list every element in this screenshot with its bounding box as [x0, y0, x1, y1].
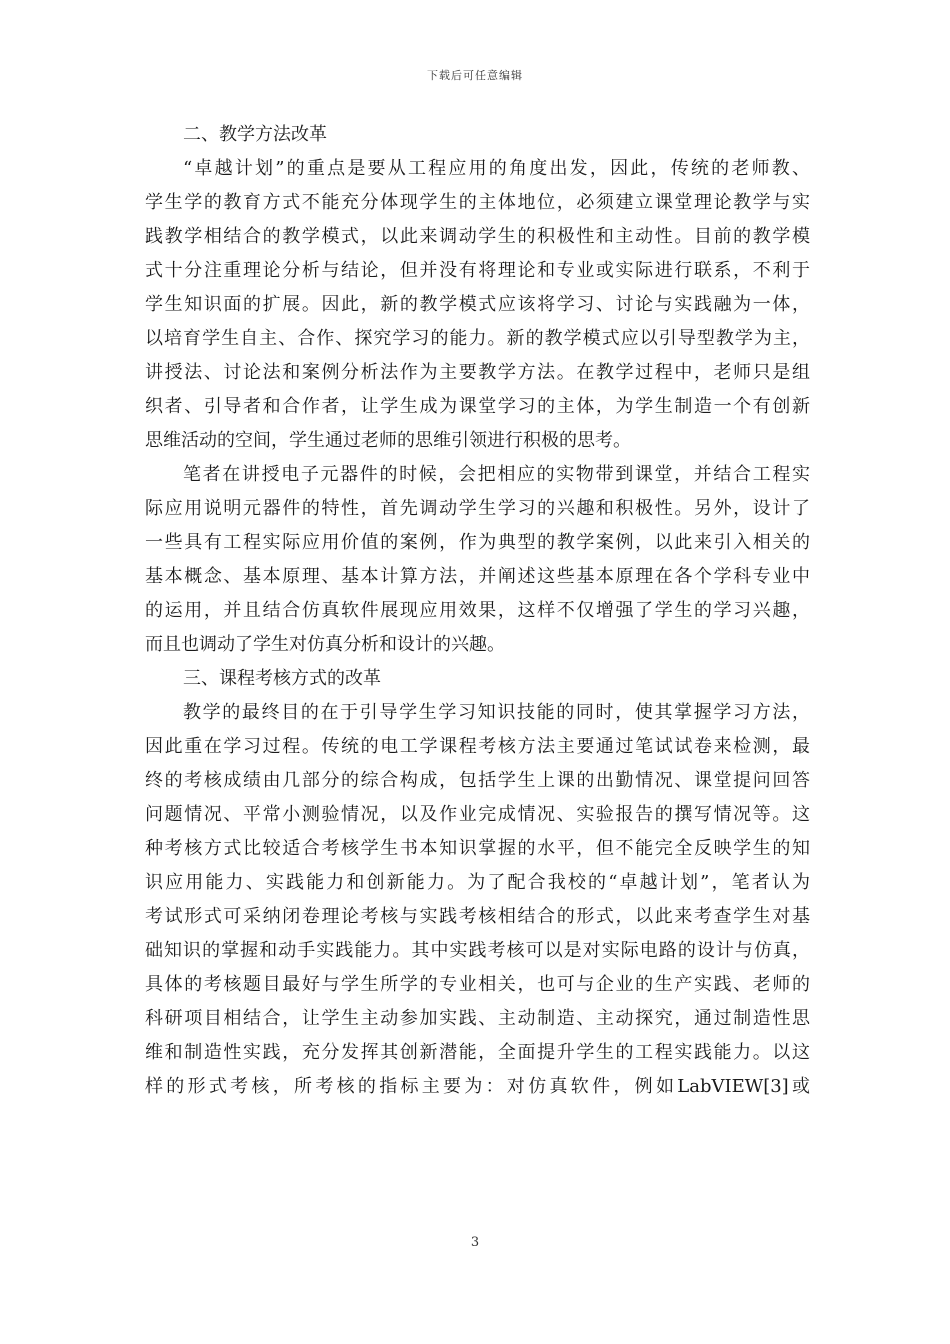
header-note: 下载后可任意编辑	[427, 69, 523, 82]
text-line: 考试形式可采纳闭卷理论考核与实践考核相结合的形式，以此来考查学生对基	[145, 906, 810, 927]
text-line: 讲授法、讨论法和案例分析法作为主要教学方法。在教学过程中，老师只是组	[145, 362, 810, 383]
text-line: 而且也调动了学生对仿真分析和设计的兴趣。	[145, 634, 505, 655]
page-number: 3	[470, 1235, 480, 1250]
text-line: 样的形式考核，所考核的指标主要为：对仿真软件，例如LabVIEW[3]或	[145, 1076, 810, 1097]
text-line: 具体的考核题目最好与学生所学的专业相关，也可与企业的生产实践、老师的	[145, 974, 810, 995]
text-line: 一些具有工程实际应用价值的案例，作为典型的教学案例，以此来引入相关的	[145, 532, 810, 553]
paragraph-assessment	[145, 696, 810, 1104]
document-body	[145, 118, 810, 1104]
paragraph-excellence-plan	[145, 152, 810, 458]
section-heading-teaching-method: 二、教学方法改革	[183, 124, 327, 145]
text-line: “卓越计划”的重点是要从工程应用的角度出发，因此，传统的老师教、	[183, 158, 810, 179]
section-heading-assessment-reform: 三、课程考核方式的改革	[183, 668, 381, 689]
text-line: 础知识的掌握和动手实践能力。其中实践考核可以是对实际电路的设计与仿真，	[145, 940, 810, 961]
paragraph-electronic-components	[145, 458, 810, 662]
text-line: 教学的最终目的在于引导学生学习知识技能的同时，使其掌握学习方法，	[183, 702, 810, 723]
text-line: 基本概念、基本原理、基本计算方法，并阐述这些基本原理在各个学科专业中	[145, 566, 810, 587]
text-line: 问题情况、平常小测验情况，以及作业完成情况、实验报告的撰写情况等。这	[145, 804, 810, 825]
text-line: 因此重在学习过程。传统的电工学课程考核方法主要通过笔试试卷来检测，最	[145, 736, 810, 757]
text-line: 学生学的教育方式不能充分体现学生的主体地位，必须建立课堂理论教学与实	[145, 192, 810, 213]
text-line: 科研项目相结合，让学生主动参加实践、主动制造、主动探究，通过制造性思	[145, 1008, 810, 1029]
text-line: 识应用能力、实践能力和创新能力。为了配合我校的“卓越计划”，笔者认为	[145, 872, 810, 893]
text-line: 式十分注重理论分析与结论，但并没有将理论和专业或实际进行联系，不利于	[145, 260, 810, 281]
text-line: 种考核方式比较适合考核学生书本知识掌握的水平，但不能完全反映学生的知	[145, 838, 810, 859]
text-line: 践教学相结合的教学模式，以此来调动学生的积极性和主动性。目前的教学模	[145, 226, 810, 247]
text-line: 以培育学生自主、合作、探究学习的能力。新的教学模式应以引导型教学为主，	[145, 328, 810, 349]
text-line: 终的考核成绩由几部分的综合构成，包括学生上课的出勤情况、课堂提问回答	[145, 770, 810, 791]
text-line: 际应用说明元器件的特性，首先调动学生学习的兴趣和积极性。另外，设计了	[145, 498, 810, 519]
text-line: 思维活动的空间，学生通过老师的思维引领进行积极的思考。	[145, 430, 631, 451]
text-line: 织者、引导者和合作者，让学生成为课堂学习的主体，为学生制造一个有创新	[145, 396, 810, 417]
text-line: 学生知识面的扩展。因此，新的教学模式应该将学习、讨论与实践融为一体，	[145, 294, 810, 315]
text-line: 维和制造性实践，充分发挥其创新潜能，全面提升学生的工程实践能力。以这	[145, 1042, 810, 1063]
text-line: 笔者在讲授电子元器件的时候，会把相应的实物带到课堂，并结合工程实	[183, 464, 810, 485]
text-line: 的运用，并且结合仿真软件展现应用效果，这样不仅增强了学生的学习兴趣，	[145, 600, 810, 621]
